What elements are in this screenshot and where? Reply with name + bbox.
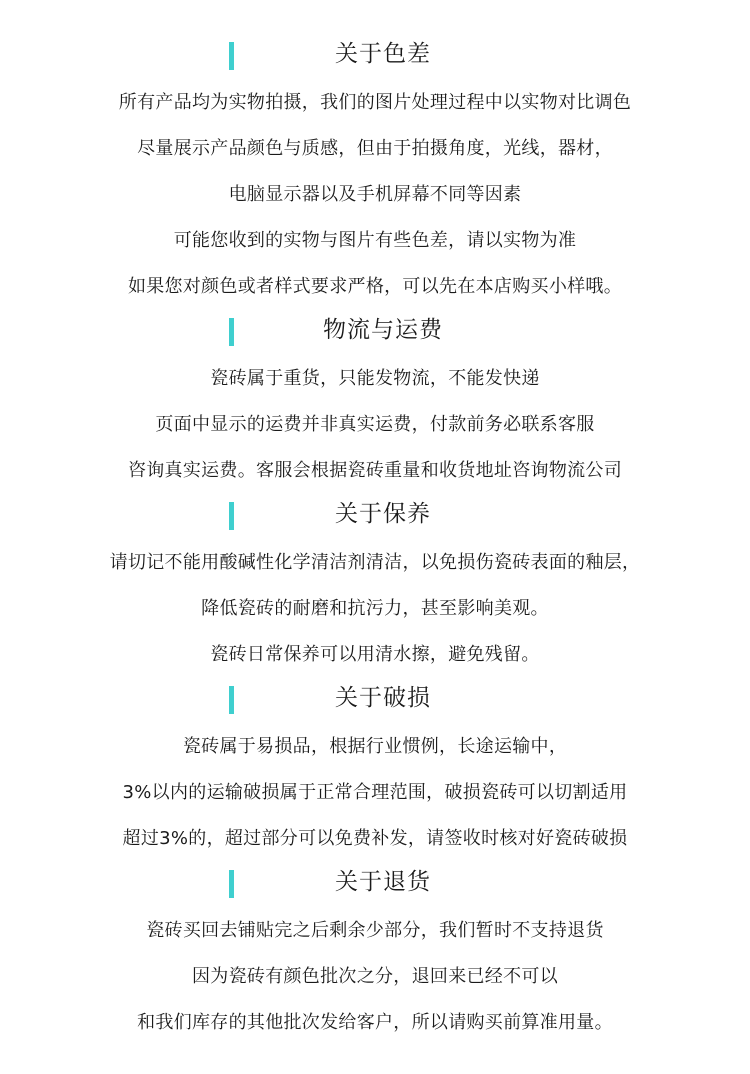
section-logistics-shipping bbox=[0, 310, 750, 494]
section-maintenance bbox=[0, 494, 750, 678]
section-title: 关于退货 bbox=[335, 869, 431, 895]
paragraph-line: 瓷砖买回去铺贴完之后剩余少部分，我们暂时不支持退货 bbox=[146, 920, 604, 941]
paragraph-line: 瓷砖日常保养可以用清水擦，避免残留。 bbox=[210, 644, 540, 665]
section-title: 关于色差 bbox=[335, 41, 431, 67]
section-color-difference bbox=[0, 34, 750, 310]
paragraph-line: 瓷砖属于易损品，根据行业惯例，长途运输中， bbox=[182, 736, 568, 757]
paragraph-line: 和我们库存的其他批次发给客户，所以请购买前算准用量。 bbox=[137, 1012, 613, 1033]
section-returns bbox=[0, 862, 750, 1046]
paragraph-line: 所有产品均为实物拍摄，我们的图片处理过程中以实物对比调色 bbox=[118, 92, 632, 113]
paragraph-line: 超过3%的，超过部分可以免费补发，请签收时核对好瓷砖破损 bbox=[122, 828, 628, 849]
paragraph-line: 请切记不能用酸碱性化学清洁剂清洁，以免损伤瓷砖表面的釉层， bbox=[109, 552, 641, 573]
paragraph-line: 因为瓷砖有颜色批次之分，退回来已经不可以 bbox=[192, 966, 558, 987]
paragraph-line: 页面中显示的运费并非真实运费，付款前务必联系客服 bbox=[155, 414, 595, 435]
paragraph-line: 尽量展示产品颜色与质感，但由于拍摄角度，光线，器材， bbox=[137, 138, 613, 159]
section-breakage bbox=[0, 678, 750, 862]
section-title: 关于保养 bbox=[335, 501, 431, 527]
section-title: 物流与运费 bbox=[323, 317, 443, 343]
paragraph-line: 3%以内的运输破损属于正常合理范围，破损瓷砖可以切割适用 bbox=[122, 782, 628, 803]
paragraph-line: 咨询真实运费。客服会根据瓷砖重量和收货地址咨询物流公司 bbox=[127, 460, 623, 481]
section-header bbox=[0, 862, 750, 908]
paragraph-line: 电脑显示器以及手机屏幕不同等因素 bbox=[228, 184, 522, 205]
section-header bbox=[0, 678, 750, 724]
section-title: 关于破损 bbox=[335, 685, 431, 711]
section-header bbox=[0, 34, 750, 80]
paragraph-line: 瓷砖属于重货，只能发物流，不能发快递 bbox=[210, 368, 540, 389]
paragraph-line: 可能您收到的实物与图片有些色差，请以实物为准 bbox=[173, 230, 577, 251]
paragraph-line: 如果您对颜色或者样式要求严格，可以先在本店购买小样哦。 bbox=[127, 276, 623, 297]
section-header bbox=[0, 494, 750, 540]
section-header bbox=[0, 310, 750, 356]
paragraph-line: 降低瓷砖的耐磨和抗污力，甚至影响美观。 bbox=[201, 598, 549, 619]
